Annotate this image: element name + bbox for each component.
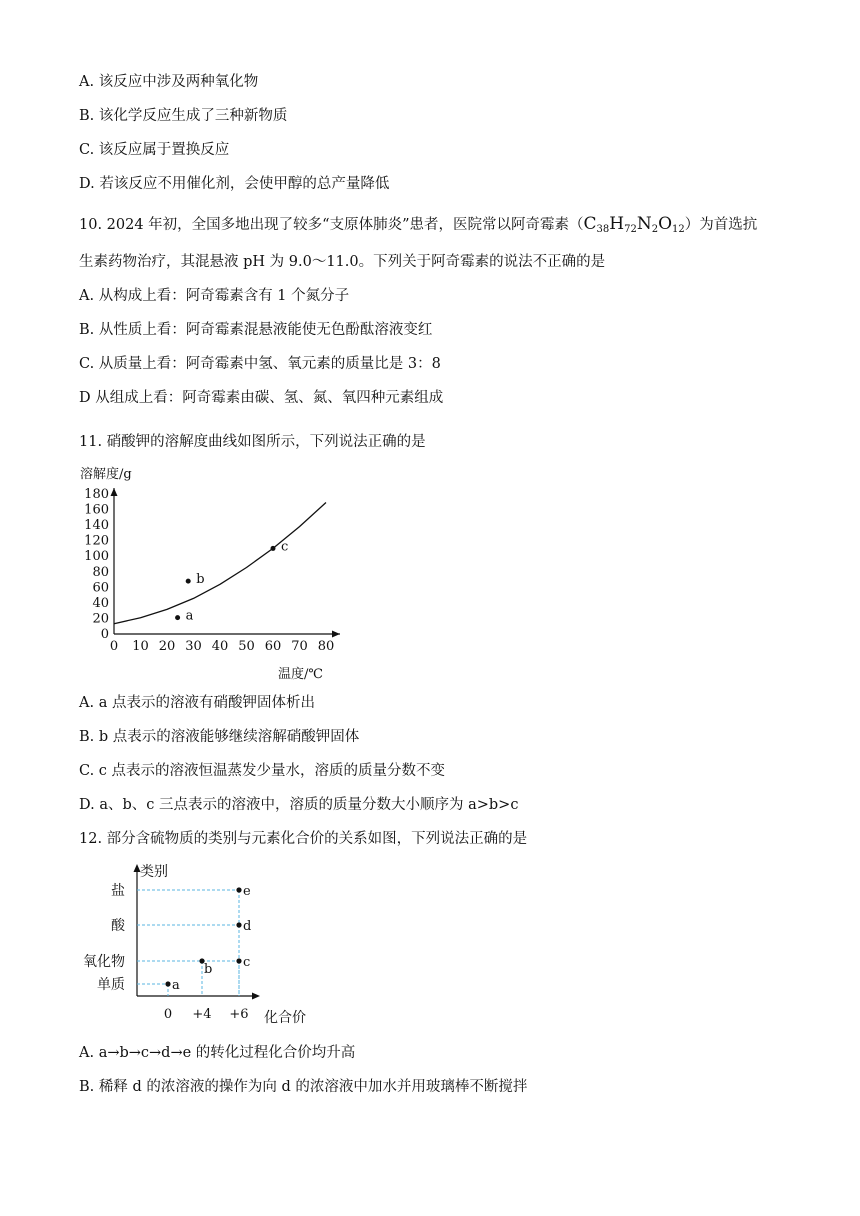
chart11-point-label-a: a xyxy=(185,608,194,624)
solubility-chart xyxy=(70,460,370,685)
chart12-xlabel: 化合价 xyxy=(264,1010,306,1026)
q10-stem-line1 xyxy=(79,214,757,240)
chart11-ylabel: 溶解度/g xyxy=(80,467,132,482)
chart11-point-c xyxy=(271,546,276,551)
q12-option-b: B. 稀释 d 的浓溶液的操作为向 d 的浓溶液中加水并用玻璃棒不断搅拌 xyxy=(79,1079,528,1095)
chart12-point-d xyxy=(236,922,241,927)
chart11-x-ticks xyxy=(110,639,334,654)
chart12-category-label: 氧化物 xyxy=(83,954,125,970)
chart12-point-label-b: b xyxy=(204,962,213,977)
chart11-point-a xyxy=(175,615,180,620)
chart11-points xyxy=(175,539,288,623)
q11-stem: 11. 硝酸钾的溶解度曲线如图所示，下列说法正确的是 xyxy=(79,434,426,450)
chart11-point-label-c: c xyxy=(281,539,289,555)
q11-option-d: D. a、b、c 三点表示的溶液中，溶质的质量分数大小顺序为 a>b>c xyxy=(79,797,519,813)
chart11-y-arrow xyxy=(111,488,118,496)
q9-option-a: A. 该反应中涉及两种氧化物 xyxy=(79,74,259,90)
chart12-category-labels xyxy=(83,882,126,993)
chart11-curve-group xyxy=(114,503,326,624)
q10-option-c: C. 从质量上看：阿奇霉素中氢、氧元素的质量比是 3：8 xyxy=(79,356,441,372)
chart11-y-tick-label: 0 xyxy=(100,627,109,642)
chart12-x-arrow xyxy=(252,993,260,1000)
chart11-axes xyxy=(111,488,341,638)
chart12-points xyxy=(165,884,251,993)
chart11-xlabel: 温度/℃ xyxy=(278,667,323,682)
formula-h: H xyxy=(609,214,625,234)
q9-option-c: C. 该反应属于置换反应 xyxy=(79,142,230,158)
q10-formula xyxy=(584,214,685,234)
formula-c-sub: 38 xyxy=(596,224,610,235)
q10-option-d: D 从组成上看：阿奇霉素由碳、氢、氮、氧四种元素组成 xyxy=(79,390,444,406)
chart11-x-tick-label: 20 xyxy=(158,639,176,654)
formula-n-sub: 2 xyxy=(651,224,659,235)
q10-stem-line2: 生素药物治疗，其混悬液 pH 为 9.0～11.0。下列关于阿奇霉素的说法不正确的是 xyxy=(79,254,606,270)
chart11-y-tick-label: 60 xyxy=(92,580,109,596)
chart11-x-tick-label: 30 xyxy=(185,639,202,654)
chart12-axes xyxy=(134,864,261,1000)
chart11-point-b xyxy=(186,579,191,584)
chart11-x-tick-label: 50 xyxy=(238,639,255,654)
chart12-category-label: 单质 xyxy=(97,977,125,993)
formula-o: O xyxy=(658,214,673,234)
q11-option-a: A. a 点表示的溶液有硝酸钾固体析出 xyxy=(79,695,315,711)
chart11-point-label-b: b xyxy=(196,572,205,588)
chart11-y-tick-label: 100 xyxy=(84,549,109,565)
chart11-x-tick-label: 0 xyxy=(109,639,119,654)
q12-option-a: A. a→b→c→d→e 的转化过程化合价均升高 xyxy=(79,1045,356,1061)
chart12-category-label: 盐 xyxy=(111,883,125,899)
chart12-x-ticks xyxy=(164,1007,249,1022)
chart12-point-c xyxy=(236,958,241,963)
chart12-point-label-d: d xyxy=(243,919,252,934)
chart12-x-tick-label: +4 xyxy=(192,1007,212,1022)
chart12-x-tick-label: 0 xyxy=(163,1007,173,1022)
chart12-point-label-a: a xyxy=(172,978,180,993)
chart11-y-tick-label: 120 xyxy=(84,533,109,549)
q10-option-b: B. 从性质上看：阿奇霉素混悬液能使无色酚酞溶液变红 xyxy=(79,322,433,338)
formula-c: C xyxy=(583,214,597,234)
chart11-y-tick-label: 80 xyxy=(92,564,109,580)
q10-stem-part2: ）为首选抗 xyxy=(684,217,758,233)
chart12-guides xyxy=(137,890,239,996)
chart11-x-arrow xyxy=(332,631,340,638)
sulfur-valence-chart xyxy=(70,858,340,1028)
chart11-x-tick-label: 70 xyxy=(291,639,308,654)
chart11-y-ticks xyxy=(84,487,109,642)
chart11-x-tick-label: 60 xyxy=(264,639,282,654)
chart12-point-a xyxy=(165,981,170,986)
formula-h-sub: 72 xyxy=(624,224,637,235)
formula-o-sub: 12 xyxy=(672,224,685,235)
q9-option-b: B. 该化学反应生成了三种新物质 xyxy=(79,108,288,124)
chart12-point-e xyxy=(236,887,241,892)
chart11-x-tick-label: 40 xyxy=(211,639,229,654)
chart11-solubility-curve xyxy=(114,503,326,624)
chart12-point-label-c: c xyxy=(243,955,251,970)
q12-stem: 12. 部分含硫物质的类别与元素化合价的关系如图，下列说法正确的是 xyxy=(79,831,528,847)
formula-n: N xyxy=(636,214,652,234)
q11-option-c: C. c 点表示的溶液恒温蒸发少量水，溶质的质量分数不变 xyxy=(79,763,446,779)
chart11-y-tick-label: 160 xyxy=(84,502,109,518)
chart11-y-tick-label: 20 xyxy=(92,611,109,627)
chart11-y-tick-label: 180 xyxy=(84,486,109,502)
q10-stem-part1: 10. 2024 年初，全国多地出现了较多“支原体肺炎”患者，医院常以阿奇霉素（ xyxy=(79,217,584,233)
chart11-y-tick-label: 40 xyxy=(92,595,109,611)
q11-option-b: B. b 点表示的溶液能够继续溶解硝酸钾固体 xyxy=(79,729,360,745)
chart12-ylabel: 类别 xyxy=(140,864,168,880)
q9-option-d: D. 若该反应不用催化剂，会使甲醇的总产量降低 xyxy=(79,176,390,192)
chart12-x-tick-label: +6 xyxy=(229,1007,249,1022)
chart11-y-tick-label: 140 xyxy=(84,518,109,534)
chart12-category-label: 酸 xyxy=(111,918,125,934)
chart12-point-label-e: e xyxy=(243,884,251,899)
q10-option-a: A. 从构成上看：阿奇霉素含有 1 个氮分子 xyxy=(79,288,350,304)
chart11-x-tick-label: 80 xyxy=(317,639,335,654)
chart11-x-tick-label: 10 xyxy=(132,639,149,654)
